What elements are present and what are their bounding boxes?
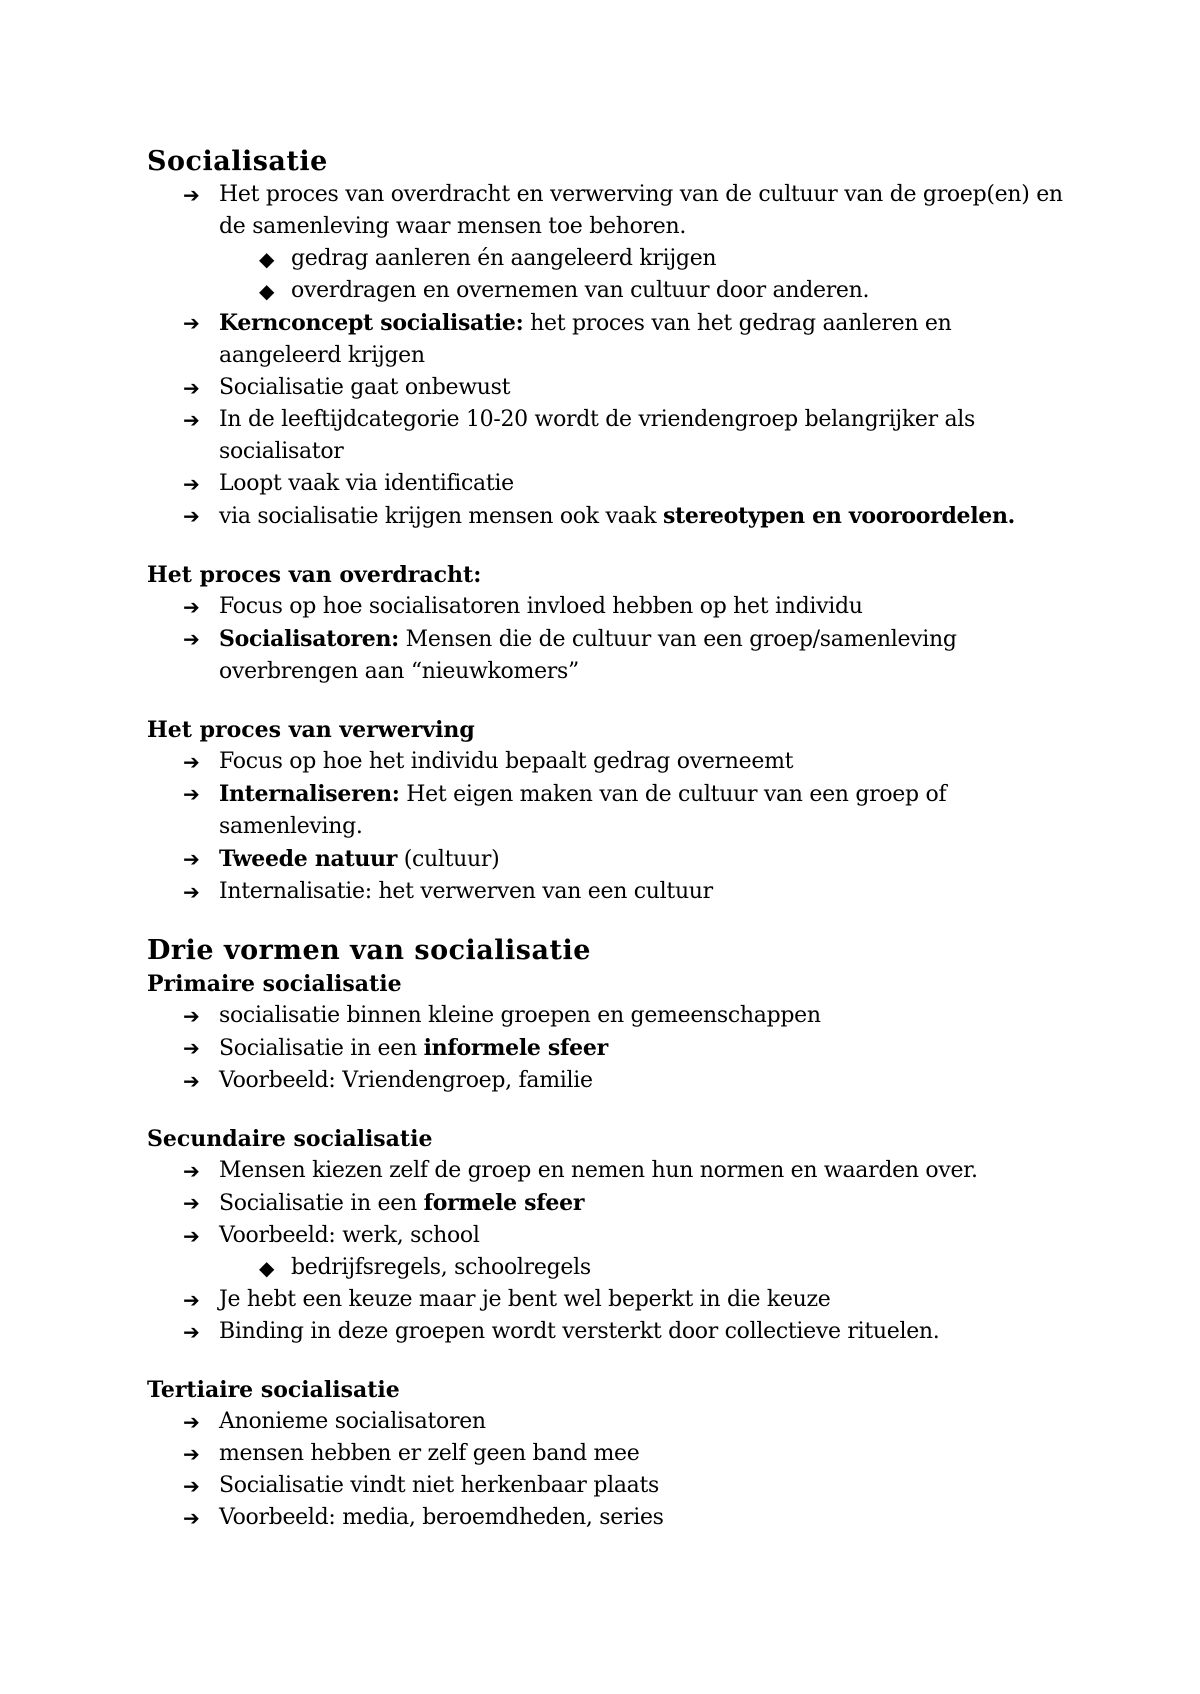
heading-secundaire-socialisatie: Secundaire socialisatie — [147, 1126, 433, 1152]
heading-tertiaire-socialisatie: Tertiaire socialisatie — [147, 1377, 400, 1403]
list-proces-overdracht — [147, 591, 1077, 688]
list-item: ➔ Socialisatie vindt niet herkenbaar plaats — [147, 1470, 1077, 1502]
list-tertiaire-socialisatie — [147, 1406, 1077, 1534]
sub-list-item: ◆ gedrag aanleren én aangeleerd krijgen — [147, 243, 1077, 275]
arrow-icon: ➔ — [183, 376, 200, 400]
sub-list-item: ◆ overdragen en overnemen van cultuur door anderen. — [147, 275, 1077, 307]
arrow-icon: ➔ — [183, 1159, 200, 1183]
arrow-icon: ➔ — [183, 1506, 200, 1530]
list-item: ➔ Je hebt een keuze maar je bent wel beperkt in die keuze — [147, 1284, 1077, 1316]
sub-list-item: ◆ bedrijfsregels, schoolregels — [147, 1252, 1077, 1284]
arrow-icon: ➔ — [183, 750, 200, 774]
list-item: ➔ Loopt vaak via identificatie — [147, 468, 1077, 500]
list-item: ➔ Binding in deze groepen wordt versterkt door collectieve rituelen. — [147, 1316, 1077, 1348]
arrow-icon: ➔ — [183, 880, 200, 904]
list-item: ➔ via socialisatie krijgen mensen ook vaak stereotypen en vooroordelen. — [147, 500, 1077, 533]
list-item: ➔ In de leeftijdcategorie 10-20 wordt de vriendengroep belangrijker als socialisator — [147, 404, 1077, 468]
heading-socialisatie: Socialisatie — [147, 146, 328, 177]
list-secundaire-socialisatie — [147, 1155, 1077, 1348]
arrow-icon: ➔ — [183, 1224, 200, 1248]
list-item: ➔ Focus op hoe socialisatoren invloed hebben op het individu — [147, 591, 1077, 623]
list-primaire-socialisatie — [147, 1000, 1077, 1097]
list-item: ➔ Socialisatie gaat onbewust — [147, 372, 1077, 404]
arrow-icon: ➔ — [183, 311, 200, 335]
arrow-icon: ➔ — [183, 504, 200, 528]
list-socialisatie — [147, 179, 1077, 533]
arrow-icon: ➔ — [183, 782, 200, 806]
document-content — [147, 145, 1077, 1534]
arrow-icon: ➔ — [183, 595, 200, 619]
arrow-icon: ➔ — [183, 1191, 200, 1215]
list-item: ➔ Tweede natuur (cultuur) — [147, 843, 1077, 876]
arrow-icon: ➔ — [183, 1442, 200, 1466]
arrow-icon: ➔ — [183, 1320, 200, 1344]
list-item: ➔ Mensen kiezen zelf de groep en nemen hun normen en waarden over. — [147, 1155, 1077, 1187]
list-item: ➔ Socialisatoren: Mensen die de cultuur van een groep/samenleving overbrengen aan “nieuwkomers” — [147, 623, 1077, 688]
diamond-bullet-icon: ◆ — [259, 279, 275, 303]
heading-primaire-socialisatie: Primaire socialisatie — [147, 971, 402, 997]
arrow-icon: ➔ — [183, 1004, 200, 1028]
list-item: ➔ Socialisatie in een formele sfeer — [147, 1187, 1077, 1220]
heading-proces-verwerving: Het proces van verwerving — [147, 717, 475, 743]
arrow-icon: ➔ — [183, 847, 200, 871]
list-item: ➔ Voorbeeld: Vriendengroep, familie — [147, 1065, 1077, 1097]
list-item: ➔ socialisatie binnen kleine groepen en gemeenschappen — [147, 1000, 1077, 1032]
arrow-icon: ➔ — [183, 472, 200, 496]
list-item: ➔ Voorbeeld: werk, school — [147, 1220, 1077, 1252]
list-proces-verwerving — [147, 746, 1077, 908]
list-item: ➔ Internalisatie: het verwerven van een cultuur — [147, 876, 1077, 908]
arrow-icon: ➔ — [183, 1288, 200, 1312]
arrow-icon: ➔ — [183, 1069, 200, 1093]
heading-proces-overdracht: Het proces van overdracht: — [147, 562, 482, 588]
diamond-bullet-icon: ◆ — [259, 247, 275, 271]
list-item: ➔ Internaliseren: Het eigen maken van de cultuur van een groep of samenleving. — [147, 778, 1077, 843]
heading-drie-vormen: Drie vormen van socialisatie — [147, 935, 591, 966]
list-item: ➔ Kernconcept socialisatie: het proces van het gedrag aanleren en aangeleerd krijgen — [147, 307, 1077, 372]
diamond-bullet-icon: ◆ — [259, 1256, 275, 1280]
arrow-icon: ➔ — [183, 1410, 200, 1434]
arrow-icon: ➔ — [183, 1036, 200, 1060]
arrow-icon: ➔ — [183, 1474, 200, 1498]
arrow-icon: ➔ — [183, 408, 200, 432]
list-item: ➔ Het proces van overdracht en verwerving van de cultuur van de groep(en) en de samenleving waar mensen toe behoren. — [147, 179, 1077, 243]
arrow-icon: ➔ — [183, 627, 200, 651]
list-item: ➔ mensen hebben er zelf geen band mee — [147, 1438, 1077, 1470]
list-item: ➔ Voorbeeld: media, beroemdheden, series — [147, 1502, 1077, 1534]
list-item: ➔ Anonieme socialisatoren — [147, 1406, 1077, 1438]
arrow-icon: ➔ — [183, 183, 200, 207]
list-item: ➔ Socialisatie in een informele sfeer — [147, 1032, 1077, 1065]
list-item: ➔ Focus op hoe het individu bepaalt gedrag overneemt — [147, 746, 1077, 778]
